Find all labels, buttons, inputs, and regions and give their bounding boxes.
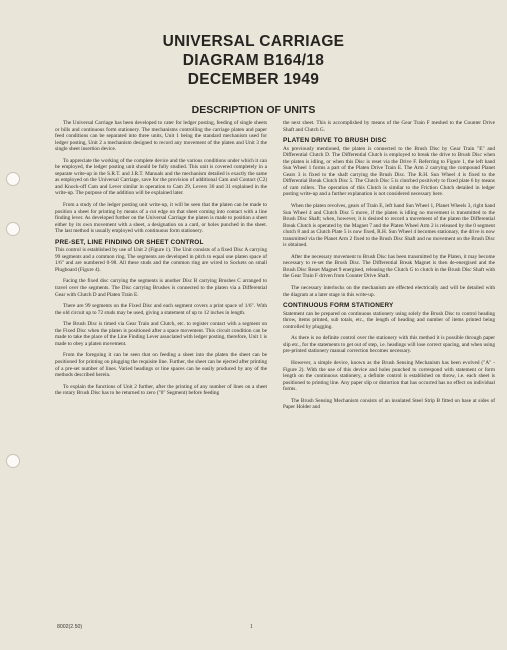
paragraph: After the necessary movement to Brush Disc has been transmitted by the Platen, it may become necessary to re-set the Brush Disc. The Differential Break Magnet is then de-energised and the Brush Disc Reset Magnet 9 energised, releasing the Clutch G to clutch in the Brush Disc Shaft with the Gear Train F driven from Counter Drive Shaft. — [283, 253, 495, 280]
paragraph: Statement can be prepared on continuous stationery using solely the Brush Disc to control heading throw, items printed, sub totals, etc., the length of heading and number of items printed being controlled by plugging. — [283, 310, 495, 330]
paragraph: To explain the functions of Unit 2 further, after the printing of any number of lines on a sheet the rotary Brush Disc has to be returned to zero ("0" Segment) before feeding — [55, 383, 267, 397]
paragraph: the next sheet. This is accomplished by means of the Gear Train F meshed to the Counter Drive Shaft and Clutch G. — [283, 120, 495, 133]
paragraph: The Universal Carriage has been developed to cater for ledger posting, feeding of single sheets or bills and continuous form stationery. The mechanisms controlling the carriage platen and paper feed conditions can be separated into three units, Unit 1 being the standard mechanism used for ledger posting, Unit 2 a mechanism designed to record any movement of the platen and Unit 3 the single sheet insertion device. — [55, 120, 267, 153]
section-heading: PRE-SET, LINE FINDING OR SHEET CONTROL — [55, 238, 204, 246]
paragraph: The Brush Sensing Mechanism consists of an insulated Steel Strip B fitted on base at sides of Paper Holder and — [283, 397, 495, 411]
paragraph: To appreciate the working of the complete device and the various conditions under which it can be employed, the ledger posting unit should be fully studied. This unit is covered completely in a separate write-up in the S.R.T. and J.R.T. Manuals and the mechanism detailed is exactly the same as employed on the Universal Carriage, save for the provision of additional Cam and Contact (C2) and Knock-off Cam and Lever similar in operation to Cam 29, Levers 30 and 31 explained in the write-up. The purpose of the addition will be explained later. — [55, 157, 267, 197]
paragraph: The necessary interlocks on the mechanism are effected electrically and will be detailed with the diagram at a later stage in this write-up. — [283, 285, 495, 298]
page-number: 1 — [250, 624, 253, 630]
paragraph: Facing the fixed disc carrying the segments is another Disc B carrying Brushes C arranged to travel over the segments. The Disc carrying Brushes is connected to the platen via a Differential Gear with Clutch D and Platen Train E. — [55, 278, 267, 298]
binder-hole — [6, 454, 20, 468]
paragraph: However, a simple device, known as the Brush Sensing Mechanism has been evolved ("A" - Figure 2). With the use of this device and holes punched to correspond with statement or form length on the continuous stationery, a definite control is established on throw, i.e. each sheet is positioned to printing line. Any paper slip or distortion that has occurred has no effect on individual forms. — [283, 359, 495, 393]
diagram-number: DIAGRAM B164/18 — [182, 52, 325, 69]
left-text-column — [55, 120, 267, 402]
section-title: DESCRIPTION OF UNITS — [191, 104, 316, 116]
section-heading: PLATEN DRIVE TO BRUSH DISC — [283, 137, 387, 145]
section-heading: CONTINUOUS FORM STATIONERY — [283, 302, 394, 310]
paragraph: There are 99 segments on the Fixed Disc and each segment covers a print space of 1/6". With the old circuit up to 72 studs may be used, giving a statement of up to 12 inches in length. — [55, 303, 267, 316]
paragraph: As previously mentioned, the platen is connected to the Brush Disc by Gear Train "E" and Differential Clutch D. The Differential Clutch is employed to break the drive to Brush Disc when the platen is idling, or when this Disc is reset via the Drive F. Referring to Figure 1, the left hand Sun Wheel 1 forms a part of the Platen Drive Train E. The Arm 2 carrying the compound Planet Gears 3 is fixed to the shaft carrying the Brush Disc. The R.H. Sun Wheel 4 is fixed to the Differential Break Clutch Disc 5. The Clutch Disc 5 is clutched positively to fixed plate 6 by means of cam rollers. The operation of this Clutch is similar to the Friction Clutch detailed in ledger posting write-up and a further explanation is not considered necessary here. — [283, 145, 495, 198]
paragraph: The Brush Disc is timed via Gear Train and Clutch, etc. to register contact with a segment on the Fixed Disc when the platen is positioned after a space movement. This circuit condition can be made to take the place of the Line Finding Lever associated with ledger posting, therefore, Unit 1 is made to obey a platen movement. — [55, 321, 267, 347]
binder-hole — [6, 172, 20, 186]
paragraph: This control is established by use of Unit 2 (Figure 1). The Unit consists of a fixed Disc A carrying 99 segments and a common ring. The segments are developed in pitch to equal one platen space of 1/6" and are numbered 0-98. All these studs and the common ring are wired to Sockets on small Plugboard (Figure 4). — [55, 247, 267, 273]
right-text-column — [283, 120, 495, 416]
form-code: 8002(2.50) — [57, 624, 83, 630]
paragraph: From the foregoing it can be seen that on feeding a sheet into the platen the sheet can be positioned for printing on plugging the requisite line. Further, the sheet can be ejected after printing of a pre-set number of lines. Varied headings or line spaces can be easily produced by any of the methods described herein. — [55, 352, 267, 379]
paragraph: When the platen revolves, gears of Train E, left hand Sun Wheel 1, Planet Wheels 3, right hand Sun Wheel 4 and Clutch Disc 5 move, if the platen is idling no movement is transmitted to the Brush Disc Shaft; when, however, it is desired to record a movement of the platen the Differential Break Clutch is operated by the Magnet 7 and the Platen Wheel Arm 2 is released by the 0 segment clutch 8 and as Clutch Plate 5 is now fixed, R.H. Sun Wheel 4 becomes stationary, the drive is now transmitted via the Planet Arm 2 fixed to the Brush Disc Shaft and no movement on the Brush Disc is obtained. — [283, 203, 495, 249]
paragraph: From a study of the ledger posting unit write-up, it will be seen that the platen can be made to position a sheet for printing by means of a cut edge on that sheet coming into contact with a line finding lever. As developed further on the Universal Carriage the platen is made to position a sheet either by its own movement with a sheet, a designation on a card, or holes punched in the sheet. The last method is usually employed with continuous form stationery. — [55, 202, 267, 235]
binder-hole — [6, 222, 20, 236]
document-title: UNIVERSAL CARRIAGE — [162, 33, 345, 50]
paragraph: As there is no definite control over the stationery with this method it is possible through paper slip etc., for the statements to get out of step, i.e. headings will lose correct spacing, and when using pre-printed stationery manual correction becomes necessary. — [283, 335, 495, 355]
document-date: DECEMBER 1949 — [187, 71, 320, 88]
